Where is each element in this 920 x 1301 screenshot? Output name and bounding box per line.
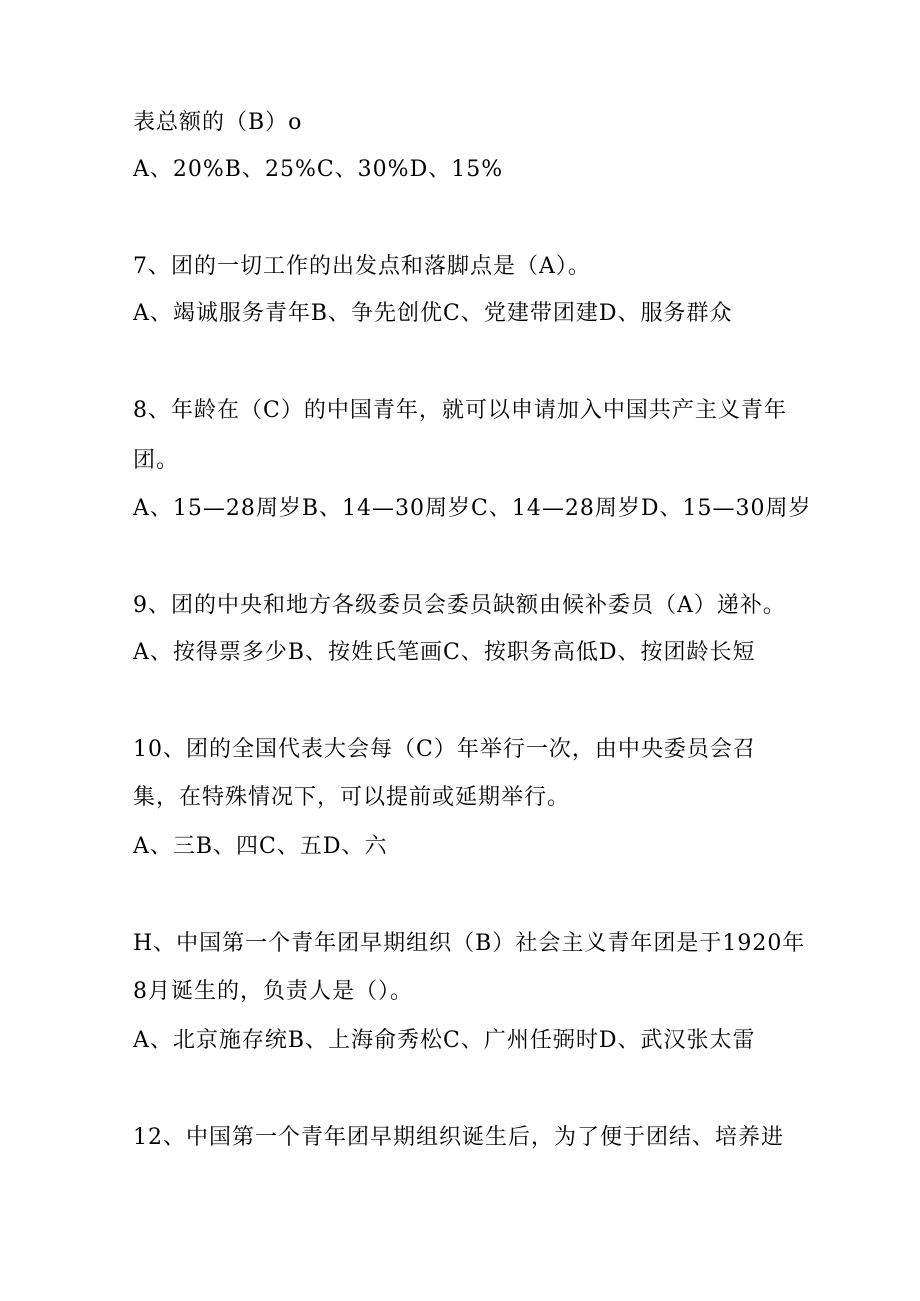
question-8: 8、年龄在（C）的中国青年，就可以申请加入中国共产主义青年 bbox=[133, 398, 787, 423]
question-8-continued: 团。 bbox=[133, 448, 180, 473]
question-9: 9、团的中央和地方各级委员会委员缺额由候补委员（A）递补。 bbox=[133, 593, 786, 618]
question-10: 10、团的全国代表大会每（C）年举行一次，由中央委员会召 bbox=[133, 737, 756, 762]
question-11: H、中国第一个青年团早期组织（B）社会主义青年团是于1920年 bbox=[133, 931, 806, 956]
question-10-continued: 集，在特殊情况下，可以提前或延期举行。 bbox=[133, 785, 571, 810]
answer-options-line: A、北京施存统B、上海俞秀松C、广州任弼时D、武汉张太雷 bbox=[133, 1028, 756, 1053]
answer-options-line: A、20%B、25%C、30%D、15% bbox=[133, 157, 504, 182]
question-11-continued: 8月诞生的，负责人是（）。 bbox=[133, 979, 413, 1004]
question-12: 12、中国第一个青年团早期组织诞生后，为了便于团结、培养进 bbox=[133, 1125, 784, 1150]
answer-options-line: A、15—28周岁B、14—30周岁C、14—28周岁D、15—30周岁 bbox=[133, 496, 812, 521]
answer-options-line: A、按得票多少B、按姓氏笔画C、按职务高低D、按团龄长短 bbox=[133, 640, 756, 665]
text-line: 表总额的（B）o bbox=[133, 110, 303, 135]
question-7: 7、团的一切工作的出发点和落脚点是（A）。 bbox=[133, 254, 591, 279]
answer-options-line: A、三B、四C、五D、六 bbox=[133, 834, 388, 859]
answer-options-line: A、竭诚服务青年B、争先创优C、党建带团建D、服务群众 bbox=[133, 301, 733, 326]
